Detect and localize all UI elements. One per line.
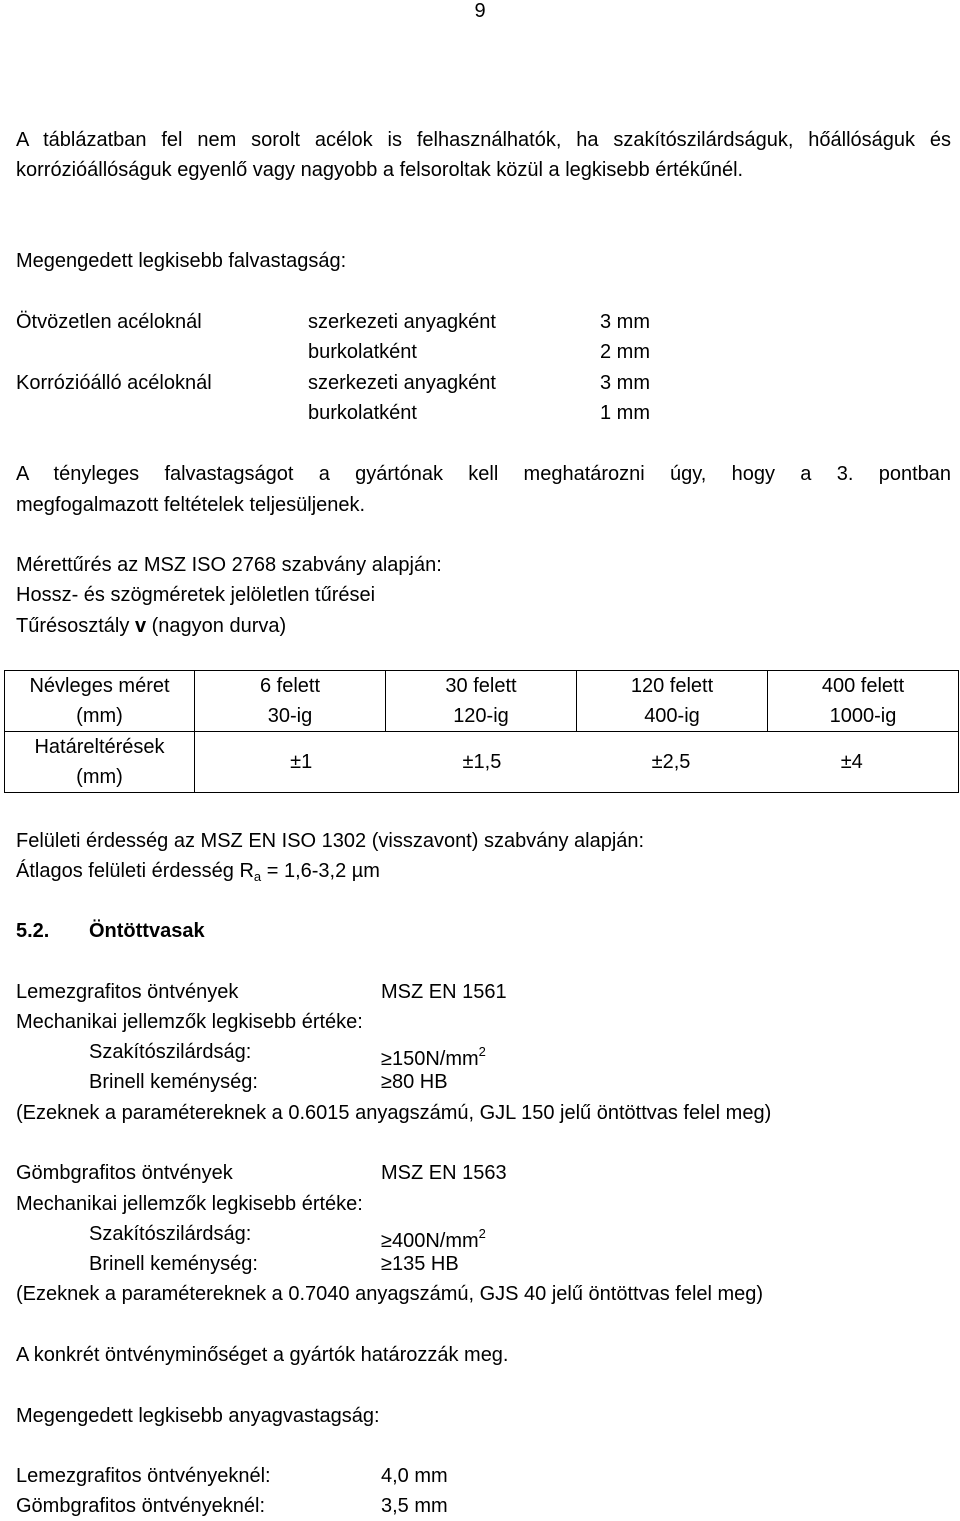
wall-note-line-1: A tényleges falvastagságot a gyártónak kell meghatározni úgy, hogy a 3. pontban [16, 463, 951, 485]
header-unit: (mm) [76, 705, 123, 727]
spheroidal-name: Gömbgrafitos öntvények [16, 1162, 233, 1184]
thickness-label: Lemezgrafitos öntvényeknél: [16, 1465, 271, 1487]
range-cell [386, 671, 577, 732]
roughness-sub: a [253, 869, 262, 884]
spheroidal-mech: Mechanikai jellemzők legkisebb értéke: [16, 1193, 363, 1215]
strength-sup: 2 [478, 1226, 486, 1241]
wall-use: burkolatként [308, 402, 417, 424]
thickness-heading: Megengedett legkisebb anyagvastagság: [16, 1405, 380, 1427]
intro-line-1: A táblázatban fel nem sorolt acélok is felhasználhatók, ha szakítószilárdságuk, hőállóságuk és [16, 129, 951, 151]
deviation-value: ±4 [840, 751, 863, 773]
wall-value: 3 mm [600, 372, 650, 394]
strength-value: ≥400N/mm [381, 1230, 479, 1252]
tolerance-table [4, 670, 959, 793]
lamellar-hardness-value: ≥80 HB [381, 1071, 448, 1093]
page-number: 9 [474, 0, 486, 22]
roughness-suffix: = 1,6-3,2 µm [261, 860, 380, 882]
wall-use: burkolatként [308, 341, 417, 363]
table-row [5, 732, 959, 793]
header-unit: (mm) [76, 766, 123, 788]
spheroidal-hardness-label: Brinell keménység: [89, 1253, 258, 1275]
strength-value: ≥150N/mm [381, 1048, 479, 1070]
lamellar-hardness-label: Brinell keménység: [89, 1071, 258, 1093]
spheroidal-strength-label: Szakítószilárdság: [89, 1223, 252, 1245]
quality-note: A konkrét öntvényminőséget a gyártók határozzák meg. [16, 1344, 509, 1366]
header-text: Határeltérések [34, 736, 165, 758]
strength-sup: 2 [478, 1044, 486, 1059]
tolerance-line-2: Hossz- és szögméretek jelöletlen tűrései [16, 584, 376, 606]
range-cell [768, 671, 959, 732]
wall-group: Ötvözetlen acéloknál [16, 311, 202, 333]
table-header-cell [5, 732, 195, 793]
header-text: Névleges méret [29, 675, 170, 697]
thickness-value: 4,0 mm [381, 1465, 448, 1487]
range-from: 400 felett [821, 675, 905, 697]
wall-value: 1 mm [600, 402, 650, 424]
wall-note-line-2: megfogalmazott feltételek teljesüljenek. [16, 494, 366, 516]
deviation-value: ±1 [290, 751, 313, 773]
roughness-prefix: Átlagos felületi érdesség R [16, 860, 254, 882]
lamellar-strength-label: Szakítószilárdság: [89, 1041, 252, 1063]
lamellar-name: Lemezgrafitos öntvények [16, 981, 239, 1003]
range-to: 400-ig [644, 705, 700, 727]
tolerance-class-line [16, 611, 286, 641]
lamellar-note: (Ezeknek a paramétereknek a 0.6015 anyagszámú, GJL 150 jelű öntöttvas felel meg) [16, 1102, 772, 1124]
section-number: 5.2. [16, 920, 50, 942]
spheroidal-hardness-value: ≥135 HB [381, 1253, 459, 1275]
thickness-label: Gömbgrafitos öntvényeknél: [16, 1495, 266, 1517]
deviation-values [195, 747, 958, 777]
range-cell [577, 671, 768, 732]
deviation-cell [195, 732, 959, 793]
tolerance-class-prefix: Tűrésosztály [16, 615, 135, 637]
section-title: Öntöttvasak [89, 920, 205, 942]
range-to: 1000-ig [829, 705, 897, 727]
deviation-value: ±2,5 [651, 751, 691, 773]
spheroidal-note: (Ezeknek a paramétereknek a 0.7040 anyagszámú, GJS 40 jelű öntöttvas felel meg) [16, 1283, 764, 1305]
range-from: 6 felett [259, 675, 321, 697]
wall-heading: Megengedett legkisebb falvastagság: [16, 250, 347, 272]
table-row [5, 671, 959, 732]
intro-line-2: korrózióállóságuk egyenlő vagy nagyobb a felsoroltak közül a legkisebb értékűnél. [16, 159, 744, 181]
wall-value: 3 mm [600, 311, 650, 333]
lamellar-mech: Mechanikai jellemzők legkisebb értéke: [16, 1011, 363, 1033]
wall-group: Korrózióálló acéloknál [16, 372, 212, 394]
range-from: 120 felett [630, 675, 714, 697]
tolerance-line-1: Mérettűrés az MSZ ISO 2768 szabvány alapján: [16, 554, 442, 576]
tolerance-class-suffix: (nagyon durva) [146, 615, 287, 637]
roughness-line-2 [16, 856, 380, 892]
roughness-line-1: Felületi érdesség az MSZ EN ISO 1302 (visszavont) szabvány alapján: [16, 830, 645, 852]
wall-value: 2 mm [600, 341, 650, 363]
wall-use: szerkezeti anyagként [308, 372, 496, 394]
range-cell [195, 671, 386, 732]
wall-use: szerkezeti anyagként [308, 311, 496, 333]
table-header-cell [5, 671, 195, 732]
deviation-value: ±1,5 [462, 751, 502, 773]
range-from: 30 felett [445, 675, 517, 697]
range-to: 120-ig [453, 705, 509, 727]
lamellar-standard: MSZ EN 1561 [381, 981, 507, 1003]
spheroidal-standard: MSZ EN 1563 [381, 1162, 507, 1184]
thickness-value: 3,5 mm [381, 1495, 448, 1517]
range-to: 30-ig [267, 705, 313, 727]
tolerance-class-value: v [134, 615, 147, 637]
